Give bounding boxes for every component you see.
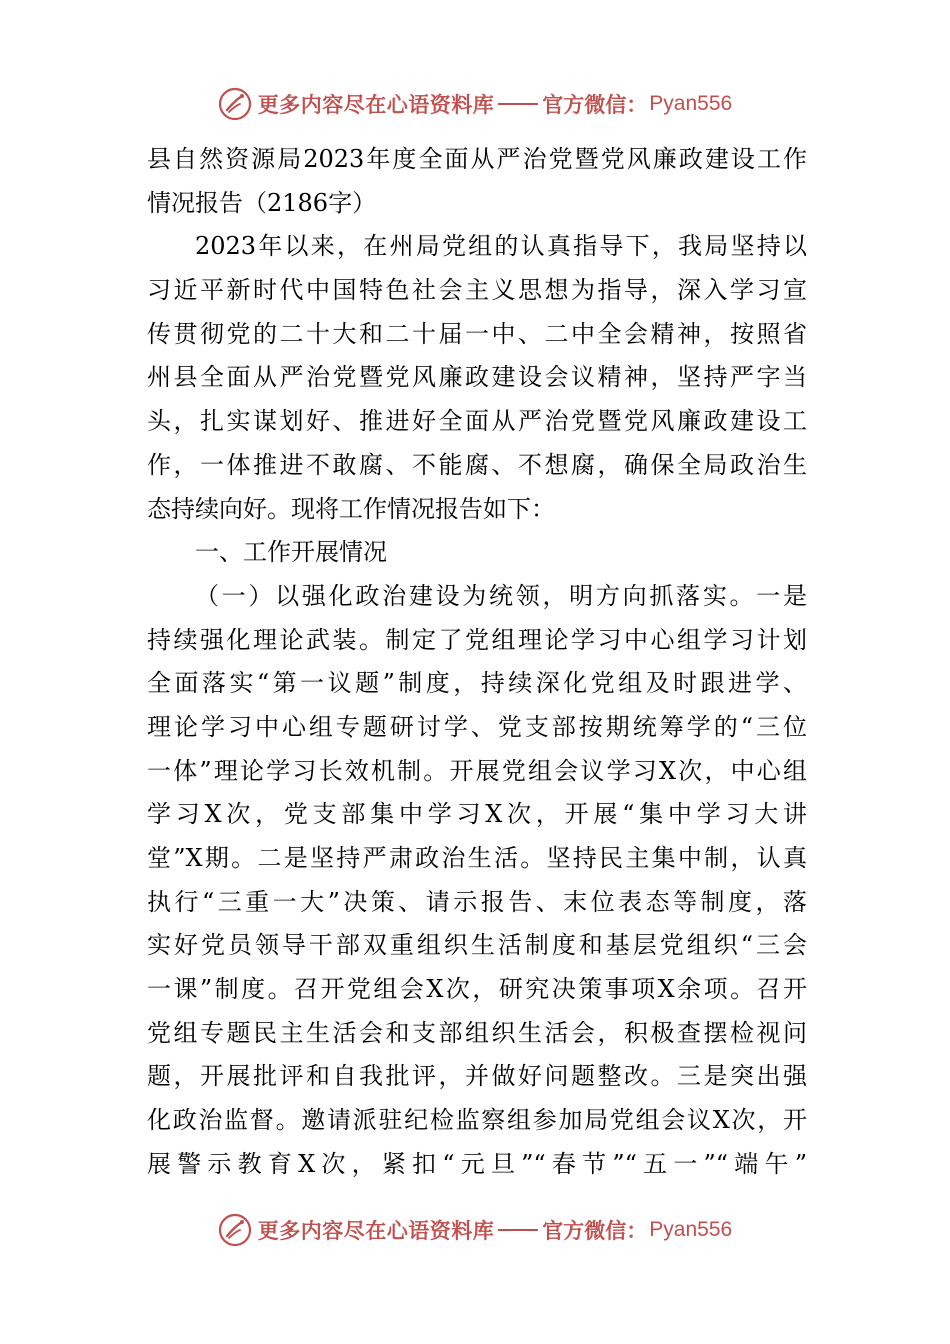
banner-dash-divider (498, 103, 538, 105)
wechat-label: 官方微信： (542, 1219, 648, 1243)
wechat-id: Pyan556 (649, 1218, 733, 1241)
footer-banner (0, 1208, 950, 1252)
paragraph-2-line: 一体”理论学习长效机制。开展党组会议学习X次，中心组 (147, 756, 807, 785)
paragraph-2-line: 持续强化理论武装。制定了党组理论学习中心组学习计划 (147, 625, 807, 654)
paragraph-1-line: 传贯彻党的二十大和二十届一中、二中全会精神，按照省 (147, 319, 807, 348)
document-body (147, 138, 807, 1187)
paragraph-2-line: 执行“三重一大”决策、请示报告、末位表态等制度，落 (147, 887, 807, 916)
scroll-quill-logo-icon (218, 1213, 252, 1247)
paragraph-1-line: 头，扎实谋划好、推进好全面从严治党暨党风廉政建设工 (147, 407, 807, 436)
wechat-id: Pyan556 (649, 92, 733, 115)
section-1-heading: 一、工作开展情况 (195, 538, 387, 567)
title-line-2: 情况报告（2186字） (147, 188, 377, 217)
header-banner (0, 82, 950, 126)
scroll-quill-logo-icon (218, 87, 252, 121)
paragraph-2-line: 展警示教育X次，紧扣“元旦”“春节”“五一”“端午” (147, 1149, 807, 1178)
wechat-label: 官方微信： (542, 93, 648, 117)
paragraph-2-line: （一）以强化政治建设为统领，明方向抓落实。一是 (195, 581, 807, 610)
paragraph-2-line: 堂”X期。二是坚持严肃政治生活。坚持民主集中制，认真 (147, 844, 807, 872)
paragraph-2-line: 实好党员领导干部双重组织生活制度和基层党组织“三会 (147, 931, 807, 960)
paragraph-1-line: 2023年以来，在州局党组的认真指导下，我局坚持以 (195, 232, 807, 261)
brand-text: 更多内容尽在心语资料库 (257, 93, 495, 117)
paragraph-2-line: 化政治监督。邀请派驻纪检监察组参加局党组会议X次，开 (147, 1106, 807, 1135)
paragraph-2-line: 题，开展批评和自我批评，并做好问题整改。三是突出强 (147, 1062, 807, 1091)
banner-dash-divider (498, 1229, 538, 1231)
paragraph-2-line: 学习X次，党支部集中学习X次，开展“集中学习大讲 (147, 800, 807, 829)
paragraph-2-line: 理论学习中心组专题研讨学、党支部按期统筹学的“三位 (147, 712, 807, 741)
title-line-1: 县自然资源局2023年度全面从严治党暨党风廉政建设工作 (147, 145, 807, 173)
paragraph-1-line: 习近平新时代中国特色社会主义思想为指导，深入学习宣 (147, 276, 807, 305)
paragraph-1-line: 态持续向好。现将工作情况报告如下： (147, 494, 555, 523)
paragraph-2-line: 一课”制度。召开党组会X次，研究决策事项X余项。召开 (147, 975, 807, 1004)
paragraph-2-line: 全面落实“第一议题”制度，持续深化党组及时跟进学、 (147, 669, 807, 698)
brand-text: 更多内容尽在心语资料库 (257, 1219, 495, 1243)
paragraph-1-line: 州县全面从严治党暨党风廉政建设会议精神，坚持严字当 (147, 363, 807, 392)
paragraph-2-line: 党组专题民主生活会和支部组织生活会，积极查摆检视问 (147, 1018, 807, 1047)
paragraph-1-line: 作，一体推进不敢腐、不能腐、不想腐，确保全局政治生 (147, 450, 807, 479)
